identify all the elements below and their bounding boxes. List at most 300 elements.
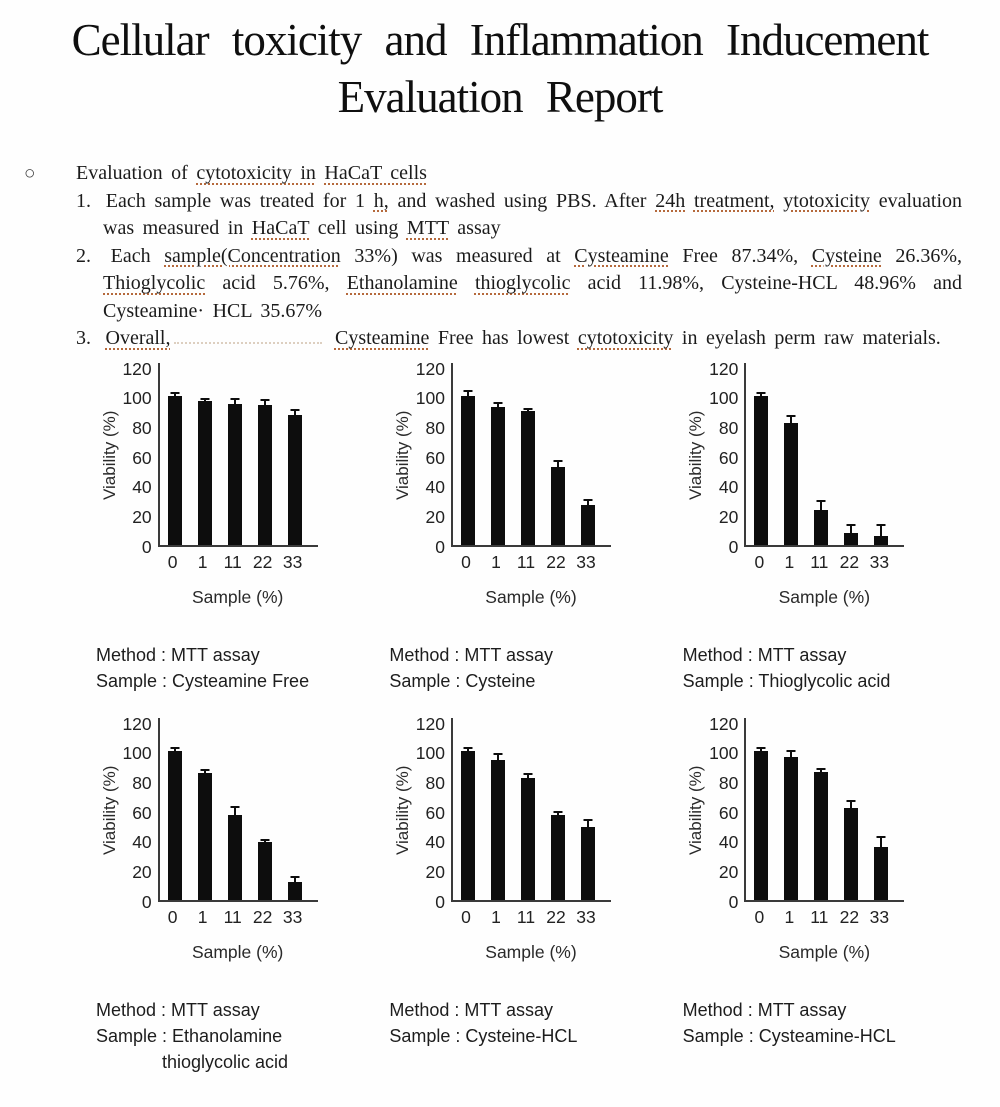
y-axis-ticks [122,713,158,912]
bar [288,882,302,900]
squiggle-underlined-text: Thioglycolic [103,272,206,294]
error-bar [587,819,589,826]
bar [814,510,828,544]
y-tick-label: 40 [132,832,152,853]
caption-method: Method : MTT assay [96,999,260,1020]
item-number: 2. [76,244,91,267]
x-tick-label: 11 [516,906,536,927]
y-axis-title: Viability (%) [686,409,706,500]
x-axis-ticks [158,552,318,573]
x-tick-label: 22 [839,551,860,572]
error-bar [850,524,852,533]
x-tick-label: 1 [491,906,501,927]
x-axis-ticks [744,552,904,573]
bar-slot [220,718,250,900]
y-tick-label: 80 [425,417,445,438]
y-tick-label: 20 [425,861,445,882]
text-segment [458,272,475,294]
bar [198,773,212,899]
error-bar [587,499,589,505]
x-tick-label: 33 [869,906,890,927]
error-bar [204,769,206,773]
squiggle-underlined-text: HaCaT cells [324,162,427,184]
bar [844,533,858,545]
y-tick-label: 100 [122,388,152,409]
y-tick-label: 80 [425,772,445,793]
error-bar [527,773,529,777]
bar [288,415,302,545]
chart-caption [96,997,288,1075]
error-bar-cap [757,747,766,749]
charts-row-2 [62,713,942,1075]
bar [551,815,565,900]
error-bar-cap [290,876,299,878]
squiggle-underlined-text: treatment, [693,189,775,212]
bar-slot [453,363,483,545]
error-bar-cap [553,811,562,813]
bar-slot [543,363,573,545]
text-segment: 33%) was measured at [340,244,575,267]
y-axis-ticks [415,358,451,557]
x-axis-title: Sample (%) [191,941,284,962]
x-tick-label: 1 [784,906,795,927]
error-bar [880,524,882,536]
y-tick-label: 100 [709,743,739,764]
bar-slot [866,363,896,545]
y-tick-label: 100 [709,388,739,409]
error-bar-cap [463,390,472,392]
error-bar-cap [847,800,856,802]
bar-slot [513,718,543,900]
error-bar-cap [787,415,796,417]
error-bar [294,409,296,415]
item-text [103,245,962,322]
x-tick-label: 1 [197,551,208,572]
caption-method: Method : MTT assay [96,644,260,665]
x-tick-label: 22 [546,551,566,572]
list-item-2 [76,243,962,326]
x-tick-label: 22 [252,906,273,927]
error-bar-cap [463,747,472,749]
bar-slot [543,718,573,900]
caption-sample-line-2: thioglycolic acid [162,1051,289,1072]
x-axis-title: Sample (%) [778,586,871,607]
y-axis-ticks [708,358,744,557]
error-bar [820,500,822,510]
y-tick-label: 20 [132,861,152,882]
heading-text [76,162,427,184]
x-tick-label: 11 [223,551,242,572]
error-bar-cap [200,769,209,771]
bar-slot [190,718,220,900]
plot-area [744,718,904,902]
error-bar [467,747,469,751]
error-bar [204,398,206,401]
caption-sample: Sample : Thioglycolic acid [682,670,891,691]
chart-caption [96,642,309,694]
error-bar-cap [170,747,179,749]
error-bar-cap [170,392,179,394]
error-bar [527,408,529,411]
section-heading [24,160,962,188]
y-tick-label: 0 [141,536,152,557]
chart-cell-thioglycolic-acid [649,358,942,694]
text-segment [326,327,335,349]
bar [168,396,182,544]
squiggle-underlined-text: cytotoxicity [577,327,674,349]
error-bar-cap [877,524,886,526]
plot-area [451,718,611,902]
plot-area [744,363,904,547]
x-axis-title: Sample (%) [485,586,577,607]
chart-cell-cysteamine-free [62,358,355,694]
y-axis-ticks [708,713,744,912]
y-tick-label: 100 [122,743,152,764]
caption-method: Method : MTT assay [682,999,847,1020]
bar [168,751,182,899]
error-bar [880,836,882,846]
caption-sample: Sample : Ethanolamine [96,1025,283,1046]
text-segment: Each [110,244,165,267]
bar-slot [160,718,190,900]
squiggle-underlined-text: HaCaT [251,217,310,239]
document-body [12,160,962,353]
y-axis-title: Viability (%) [686,764,706,855]
x-tick-label: 11 [810,906,829,927]
bar [228,815,242,900]
y-tick-label: 0 [141,891,152,912]
error-bar-cap [583,819,592,821]
bar-slot [746,363,776,545]
bar [784,423,798,545]
bar-slot [806,718,836,900]
y-tick-label: 0 [728,891,739,912]
squiggle-underlined-text: Overall, [105,327,171,349]
squiggle-underlined-text: 24h [655,189,686,212]
bar-slot [776,718,806,900]
error-bar [497,753,499,760]
y-tick-label: 60 [425,447,445,468]
chart-caption [389,997,577,1049]
bar [491,760,505,899]
y-axis-ticks [415,713,451,912]
error-bar [497,402,499,406]
bar [228,404,242,545]
bar-slot [836,363,866,545]
bar-slot [513,363,543,545]
chart-cell-cysteamine-hcl [649,713,942,1075]
bar-chart-ethanolamine-thioglycolic-acid [99,713,318,963]
y-tick-label: 80 [132,772,152,793]
y-tick-label: 60 [132,447,152,468]
bar-slot [220,363,250,545]
charts-row-1 [62,358,942,694]
text-segment: cell using [309,217,407,239]
bar-slot [866,718,896,900]
bar [521,778,535,900]
error-bar-cap [523,408,532,410]
bar [461,396,475,544]
plot-area [451,363,611,547]
x-tick-label: 1 [784,551,795,572]
erased-text [174,329,322,344]
error-bar [467,390,469,396]
x-tick-label: 33 [576,906,596,927]
y-tick-label: 60 [425,802,445,823]
bar-slot [806,363,836,545]
error-bar-cap [553,460,562,462]
text-segment [775,190,784,212]
list-item-1 [76,188,962,243]
y-tick-label: 60 [718,447,739,468]
error-bar [790,750,792,757]
caption-method: Method : MTT assay [682,644,847,665]
item-text [106,327,941,349]
squiggle-underlined-text: Cysteamine [574,244,669,267]
chart-caption [683,642,891,694]
x-axis-ticks [451,552,611,573]
x-axis-ticks [451,907,611,928]
bar [581,505,595,544]
x-axis-title: Sample (%) [191,586,284,607]
error-bar [850,800,852,807]
y-tick-label: 0 [728,536,739,557]
caption-sample: Sample : Cysteamine Free [96,670,310,691]
y-tick-label: 0 [435,891,445,912]
chart-caption [389,642,553,694]
error-bar-cap [260,839,269,841]
x-tick-label: 0 [461,906,471,927]
bar [754,396,768,544]
y-tick-label: 0 [435,536,445,557]
item-number: 3. [76,327,91,349]
squiggle-underlined-text: Ethanolamine [346,272,458,294]
y-tick-label: 100 [415,743,445,764]
x-tick-label: 11 [223,906,242,927]
y-tick-label: 40 [718,832,739,853]
squiggle-underlined-text: Cysteamine [334,327,430,349]
bar-slot [776,363,806,545]
x-axis-ticks [158,907,318,928]
bar-slot [160,363,190,545]
y-tick-label: 40 [425,477,445,498]
text-segment: Free 87.34%, [668,244,812,267]
y-tick-label: 120 [709,358,739,379]
x-tick-label: 22 [839,906,860,927]
chart-caption [683,997,896,1049]
y-axis-title: Viability (%) [99,409,119,500]
text-segment: and washed using PBS. After [388,189,656,212]
bar [198,401,212,545]
text-segment: evaluation was measured in [103,189,963,239]
bar-slot [250,718,280,900]
text-segment: 26.36%, [881,244,962,267]
squiggle-underlined-text: cytotoxicity in [196,162,316,184]
error-bar [234,398,236,404]
error-bar [557,811,559,815]
bar [461,751,475,899]
bar-chart-cysteamine-hcl [686,713,904,963]
y-tick-label: 40 [132,477,152,498]
y-tick-label: 20 [132,506,152,527]
bar [491,407,505,545]
bar [581,827,595,900]
bar-chart-cysteine [392,358,611,608]
x-tick-label: 22 [252,551,273,572]
bar [551,467,565,544]
error-bar-cap [847,524,856,526]
text-segment: Each sample was treated for 1 [105,189,374,212]
y-tick-label: 20 [718,861,739,882]
list-item-3 [76,325,962,353]
bar [814,772,828,900]
text-segment: Free has lowest [429,327,578,349]
error-bar-cap [200,398,209,400]
squiggle-underlined-text: Cysteine [811,244,882,267]
item-number: 1. [76,189,91,212]
y-axis-ticks [122,358,158,557]
text-segment: acid 5.76%, [205,272,347,294]
x-axis-ticks [744,907,904,928]
bar-chart-cysteamine-free [99,358,318,608]
caption-method: Method : MTT assay [389,644,554,665]
error-bar-cap [523,773,532,775]
y-tick-label: 80 [718,417,739,438]
error-bar-cap [230,398,239,400]
x-axis-title: Sample (%) [778,941,871,962]
bar-slot [250,363,280,545]
x-axis-title: Sample (%) [485,941,577,962]
error-bar [557,460,559,467]
bar-chart-cysteine-hcl [392,713,611,963]
error-bar-cap [817,768,826,770]
error-bar-cap [583,499,592,501]
x-tick-label: 1 [491,551,501,572]
chart-cell-cysteine-hcl [355,713,648,1075]
error-bar [820,768,822,772]
squiggle-underlined-text: ytotoxicity [783,189,870,212]
y-tick-label: 80 [718,772,739,793]
y-axis-title: Viability (%) [392,764,412,855]
y-tick-label: 120 [415,358,445,379]
bar [874,536,888,545]
x-tick-label: 33 [282,551,303,572]
y-tick-label: 100 [415,388,445,409]
caption-method: Method : MTT assay [389,999,554,1020]
text-segment: Evaluation of [76,162,197,184]
y-tick-label: 120 [122,358,152,379]
page-title [0,12,1000,126]
bar [258,842,272,900]
y-tick-label: 40 [425,832,445,853]
caption-sample: Sample : Cysteine [389,670,536,691]
error-bar [760,747,762,751]
text-segment [685,190,694,212]
bar [844,808,858,900]
bar-slot [483,718,513,900]
error-bar [264,399,266,405]
x-tick-label: 0 [167,906,178,927]
bar-slot [280,363,310,545]
x-tick-label: 11 [516,551,536,572]
error-bar-cap [787,750,796,752]
bar-slot [836,718,866,900]
error-bar-cap [260,399,269,401]
bar-slot [483,363,513,545]
x-tick-label: 0 [754,906,765,927]
bar [754,751,768,899]
bar [521,411,535,545]
error-bar [760,392,762,396]
error-bar [264,839,266,842]
y-tick-label: 40 [718,477,739,498]
bar-slot [190,363,220,545]
squiggle-underlined-text: h, [373,189,389,212]
squiggle-underlined-text: thioglycolic [474,272,571,294]
x-tick-label: 0 [754,551,765,572]
error-bar-cap [817,500,826,502]
error-bar-cap [493,753,502,755]
error-bar-cap [230,806,239,808]
caption-sample: Sample : Cysteine-HCL [389,1025,578,1046]
item-text [103,190,962,240]
y-tick-label: 120 [122,713,152,734]
bar-slot [573,718,603,900]
bar-chart-thioglycolic-acid [686,358,904,608]
y-axis-title: Viability (%) [99,764,119,855]
y-tick-label: 120 [415,713,445,734]
chart-cell-ethanolamine-thioglycolic-acid [62,713,355,1075]
text-segment: in eyelash perm raw materials. [673,327,941,349]
bar-slot [280,718,310,900]
plot-area [158,718,318,902]
bar [784,757,798,899]
x-tick-label: 0 [461,551,471,572]
title-line-1: Cellular toxicity and Inflammation Inducement [71,15,929,65]
x-tick-label: 33 [869,551,890,572]
error-bar-cap [757,392,766,394]
x-tick-label: 33 [282,906,303,927]
y-tick-label: 60 [132,802,152,823]
error-bar [174,747,176,751]
plot-area [158,363,318,547]
caption-sample: Sample : Cysteamine-HCL [682,1025,896,1046]
bar [258,405,272,544]
x-tick-label: 11 [810,551,829,572]
error-bar [294,876,296,882]
y-tick-label: 120 [709,713,739,734]
error-bar-cap [290,409,299,411]
y-tick-label: 20 [425,506,445,527]
x-tick-label: 33 [576,551,596,572]
error-bar [790,415,792,422]
bar-slot [573,363,603,545]
title-line-2: Evaluation Report [337,72,663,122]
error-bar-cap [493,402,502,404]
y-tick-label: 80 [132,417,152,438]
chart-cell-cysteine [355,358,648,694]
error-bar-cap [877,836,886,838]
bar-slot [453,718,483,900]
y-tick-label: 60 [718,802,739,823]
x-tick-label: 0 [167,551,178,572]
text-segment: assay [448,217,501,239]
text-segment: acid 11.98%, Cysteine-HCL 48.96% and Cysteamine· HCL 35.67% [103,272,962,322]
squiggle-underlined-text: MTT [406,217,449,239]
x-tick-label: 1 [197,906,208,927]
error-bar [234,806,236,815]
x-tick-label: 22 [546,906,566,927]
